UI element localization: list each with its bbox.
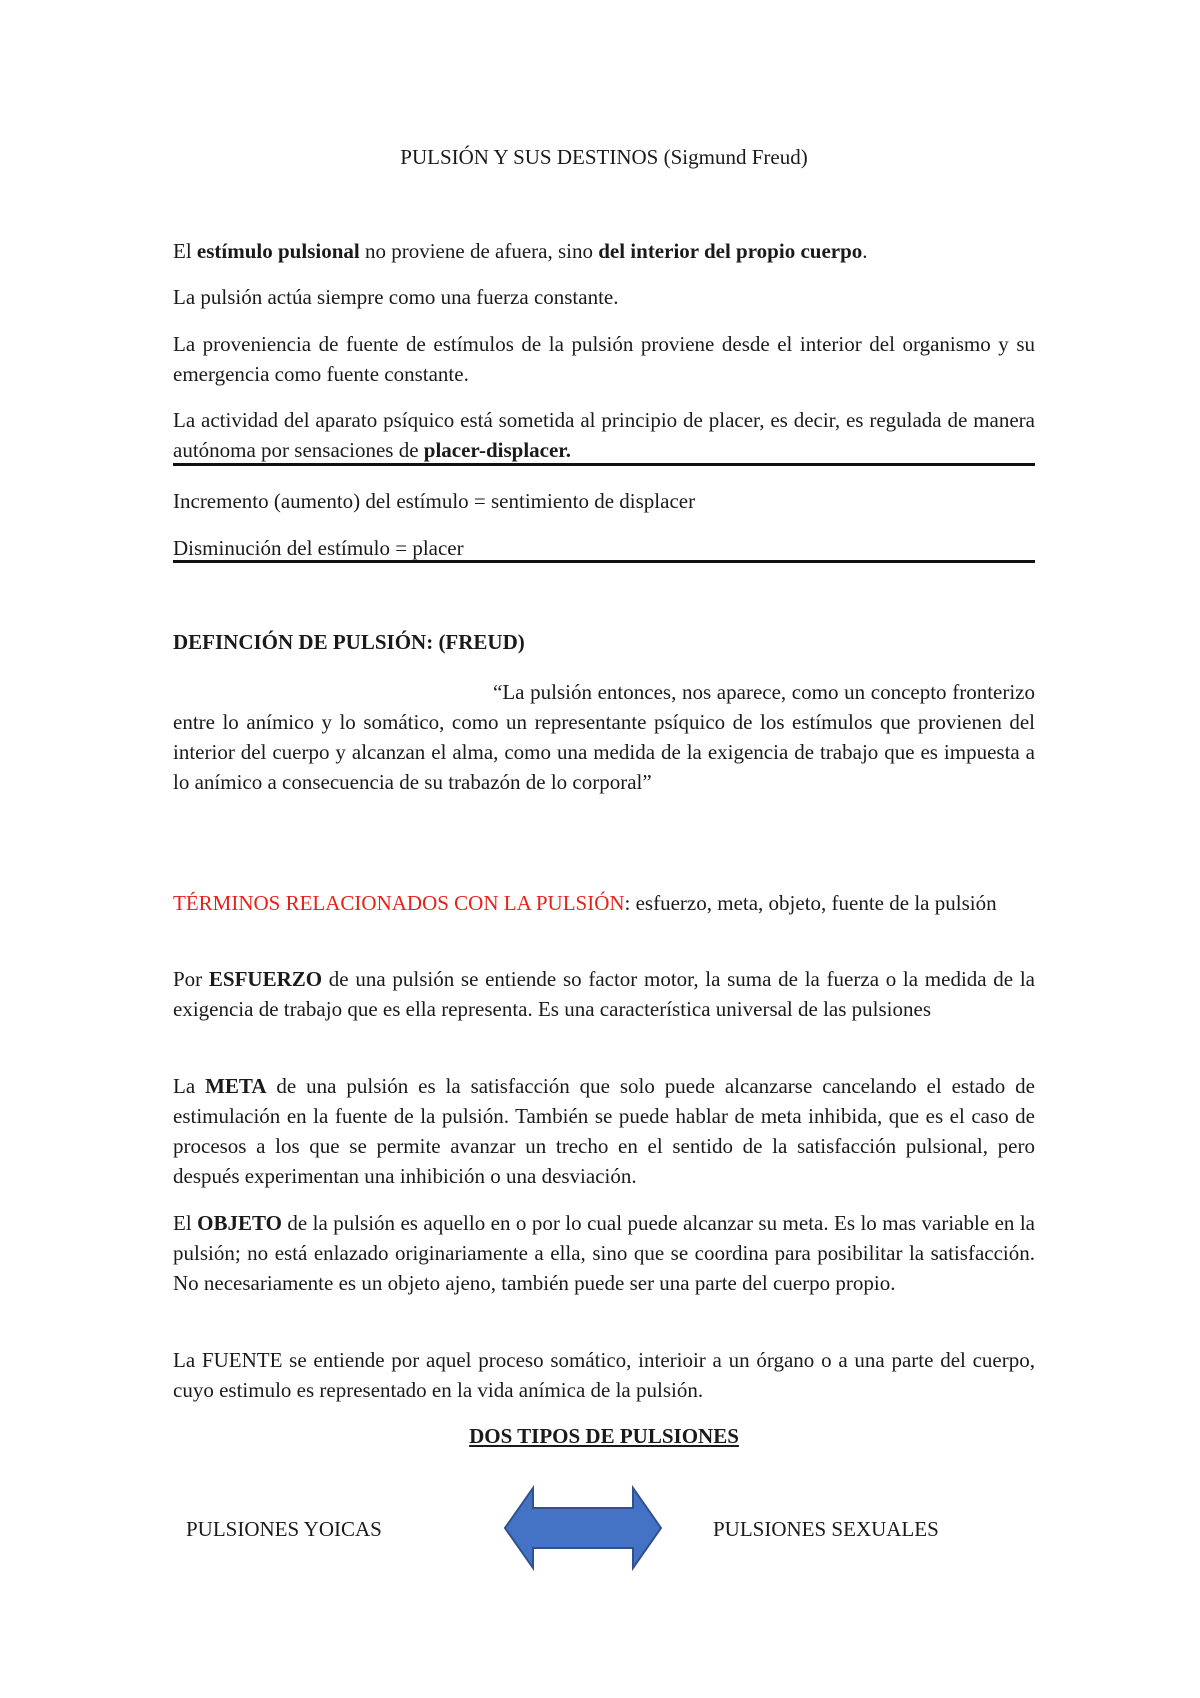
paragraph-meta [173,1071,1035,1191]
label-pulsiones-sexuales: PULSIONES SEXUALES [713,1517,939,1541]
bold-term-interior-cuerpo: del interior del propio cuerpo [598,239,863,263]
intro-paragraph-2: La pulsión actúa siempre como una fuerza constante. [173,285,619,309]
paragraph-objeto [173,1208,1035,1298]
paragraph-fuente: La FUENTE se entiende por aquel proceso somático, interioir a un órgano o a una parte del cuerpo, cuyo estimulo es representado en la vida anímica de la pulsión. [173,1348,1035,1402]
terms-heading [173,888,1035,918]
bold-term-esfuerzo: ESFUERZO [208,967,323,991]
definition-heading-text: DEFINCIÓN DE PULSIÓN: (FREUD) [173,630,525,654]
bold-term-meta: META [205,1074,267,1098]
box-line-incremento: Incremento (aumento) del estímulo = sentimiento de displacer [173,489,696,513]
text-run: Por [173,967,209,991]
label-pulsiones-yoicas: PULSIONES YOICAS [186,1517,382,1541]
definition-heading [173,627,1035,657]
box-top-border [173,463,1035,466]
box-line-disminucion: Disminución del estímulo = placer [173,536,464,560]
terms-heading-red: TÉRMINOS RELACIONADOS CON LA PULSIÓN [173,891,625,915]
text-run: El [173,239,197,263]
bold-term-objeto: OBJETO [197,1211,282,1235]
bold-term-placer-displacer: placer-displacer. [423,438,571,462]
double-arrow-icon [503,1483,663,1573]
page-title: PULSIÓN Y SUS DESTINOS (Sigmund Freud) [400,145,808,169]
terms-heading-list: : esfuerzo, meta, objeto, fuente de la pulsión [624,891,997,915]
intro-paragraph-4 [173,405,1035,465]
text-run: de una pulsión es la satisfacción que solo puede alcanzarse cancelando el estado de estimulación en la fuente de la pulsión. También se puede hablar de meta inhibida, que es el caso de procesos a los que se permite avanzar un trecho en el sentido de la satisfacción pulsional, pero después experimentan una inhibición o una desviación. [173,1074,1035,1188]
paragraph-esfuerzo [173,964,1035,1024]
text-run: de la pulsión es aquello en o por lo cual puede alcanzar su meta. Es lo mas variable en la pulsión; no está enlazado originariamente a ella, sino que se coordina para posibilitar la satisfacción. No necesariamente es un objeto ajeno, también puede ser una parte del cuerpo propio. [173,1211,1035,1295]
box-bottom-border [173,560,1035,563]
text-run: El [173,1211,198,1235]
text-run: La actividad del aparato psíquico está sometida al principio de placer, es decir, es regulada de manera autónoma por sensaciones de [173,408,1035,462]
text-run: . [862,239,868,263]
bold-term-estimulo-pulsional: estímulo pulsional [196,239,360,263]
types-heading [173,1421,1035,1451]
text-run: La [173,1074,206,1098]
text-run: no proviene de afuera, sino [359,239,599,263]
intro-paragraph-1 [173,236,1035,266]
intro-paragraph-3: La proveniencia de fuente de estímulos de la pulsión proviene desde el interior del organismo y su emergencia como fuente constante. [173,332,1035,386]
types-heading-text: DOS TIPOS DE PULSIONES [469,1424,739,1448]
definition-quote: “La pulsión entonces, nos aparece, como un concepto fronterizo entre lo anímico y lo somático, como un representante psíquico de los estímulos que provienen del interior del cuerpo y alcanzan el alma, como una medida de la exigencia de trabajo que es impuesta a lo anímico a consecuencia de su trabazón de lo corporal” [173,680,1035,794]
text-run: de una pulsión se entiende so factor motor, la suma de la fuerza o la medida de la exigencia de trabajo que es ella representa. Es una característica universal de las pulsiones [173,967,1035,1021]
